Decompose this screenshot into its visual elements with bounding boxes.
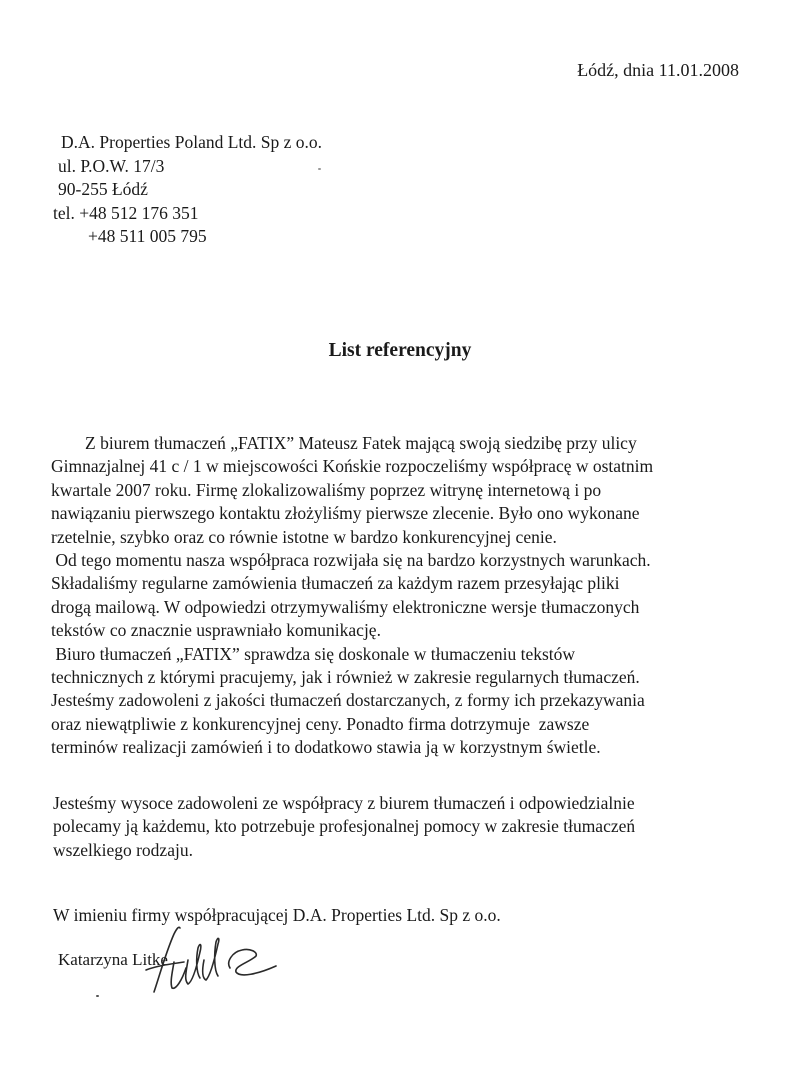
body-line: Biuro tłumaczeń „FATIX” sprawdza się doskonale w tłumaczeniu tekstów: [51, 643, 576, 664]
body-line: terminów realizacji zamówień i to dodatkowo stawia ją w korzystnym świetle.: [51, 737, 601, 758]
body-line: kwartale 2007 roku. Firmę zlokalizowaliśmy poprzez witrynę internetową i po: [51, 479, 602, 500]
body-line: Jesteśmy zadowoleni z jakości tłumaczeń dostarczanych, z formy ich przekazywania: [51, 690, 645, 711]
signer-name: Katarzyna Litke: [58, 950, 168, 969]
scan-speck: [96, 995, 99, 997]
closing-line: wszelkiego rodzaju.: [53, 839, 193, 860]
body-line: oraz niewątpliwie z konkurencyjnej ceny. Ponadto firma dotrzymuje zawsze: [51, 713, 590, 734]
body-line: Od tego momentu nasza współpraca rozwijała się na bardzo korzystnych warunkach.: [51, 550, 651, 571]
body-line: tekstów co znacznie usprawniało komunikację.: [51, 620, 381, 641]
address-phone-2: +48 511 005 795: [88, 226, 207, 246]
body-line: Z biurem tłumaczeń „FATIX” Mateusz Fatek mającą swoją siedzibę przy ulicy: [85, 433, 637, 453]
sender-address: [53, 131, 323, 249]
handwritten-signature: [130, 922, 280, 997]
address-city: 90-255 Łódź: [58, 179, 148, 199]
body-line: Gimnazjalnej 41 c / 1 w miejscowości Końskie rozpoczeliśmy współpracę w ostatnim: [51, 456, 654, 477]
body-line: Składaliśmy regularne zamówienia tłumaczeń za każdym razem przesyłając pliki: [51, 573, 620, 594]
body-line: rzetelnie, szybko oraz co równie istotne w bardzo konkurencyjnej cenie.: [51, 526, 557, 547]
body-line: technicznych z którymi pracujemy, jak i również w zakresie regularnych tłumaczeń.: [51, 667, 640, 688]
closing-paragraph: [53, 792, 753, 862]
address-street: ul. P.O.W. 17/3: [58, 155, 165, 176]
address-phone-1: tel. +48 512 176 351: [53, 202, 199, 223]
letter-body: [51, 432, 751, 760]
on-behalf-line: W imieniu firmy współpracującej D.A. Properties Ltd. Sp z o.o.: [53, 905, 501, 925]
closing-line: polecamy ją każdemu, kto potrzebuje profesjonalnej pomocy w zakresie tłumaczeń: [53, 816, 636, 837]
body-line: drogą mailową. W odpowiedzi otrzymywaliśmy elektroniczne wersje tłumaczonych: [51, 596, 640, 617]
date-line: Łódź, dnia 11.01.2008: [577, 60, 739, 80]
letter-title: List referencyjny: [328, 340, 472, 361]
closing-line: Jesteśmy wysoce zadowoleni ze współpracy z biurem tłumaczeń i odpowiedzialnie: [53, 793, 635, 813]
address-company: D.A. Properties Poland Ltd. Sp z o.o.: [61, 132, 323, 152]
body-line: nawiązaniu pierwszego kontaktu złożyliśmy pierwsze zlecenie. Było ono wykonane: [51, 503, 640, 524]
scan-speck: [318, 168, 321, 170]
